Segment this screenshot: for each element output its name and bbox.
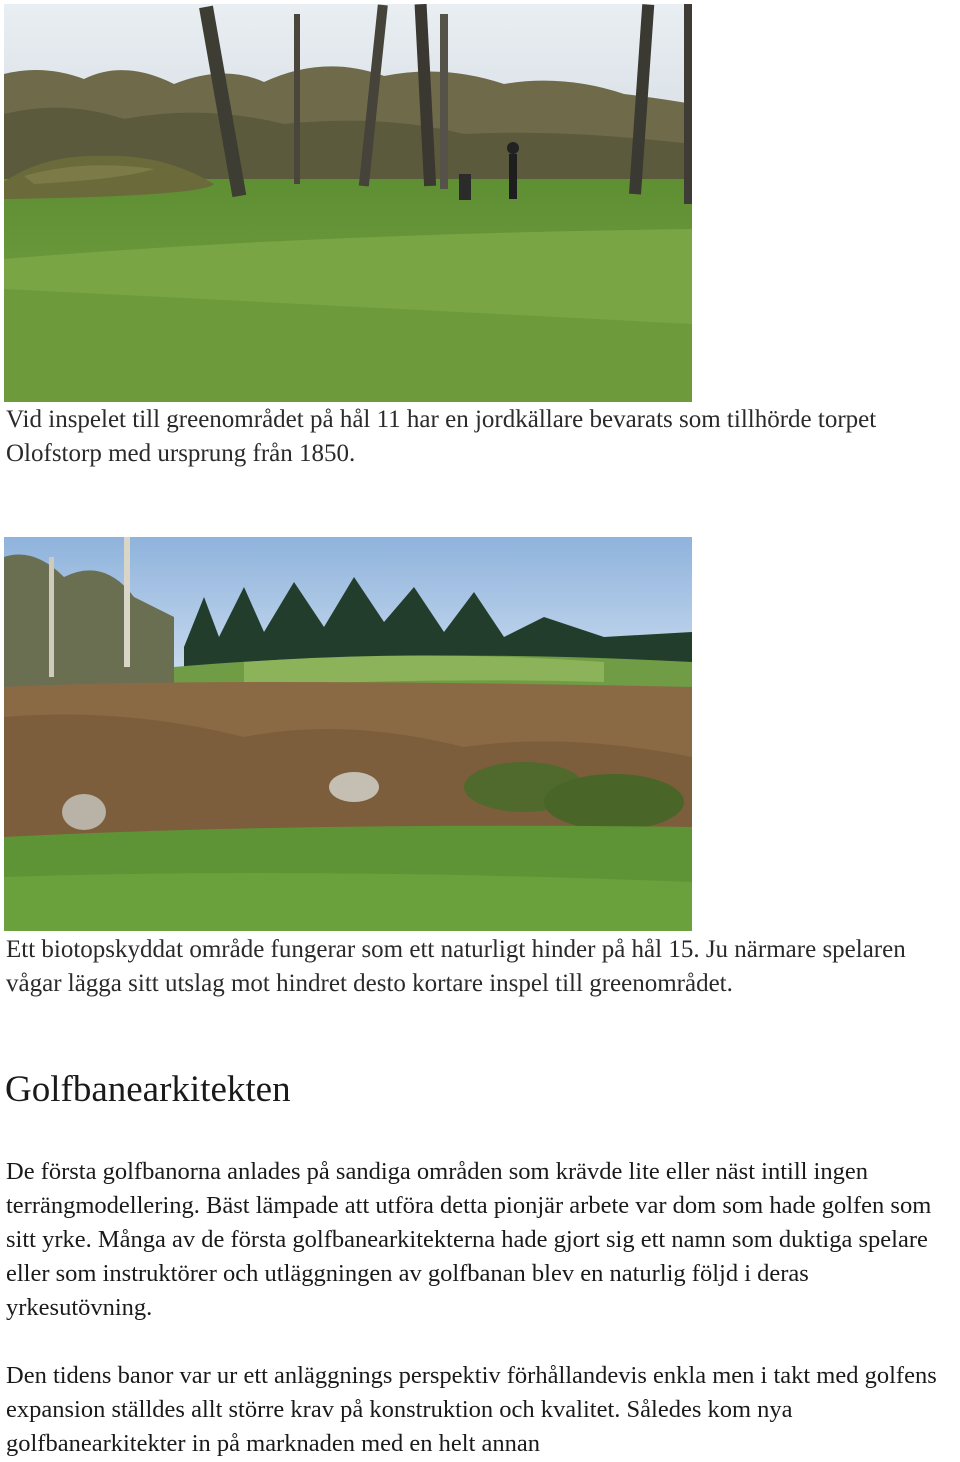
photo-caption-hole-15: Ett biotopskyddat område fungerar som ett naturligt hinder på hål 15. Ju närmare spelaren vågar lägga sitt utslag mot hindret desto kortare inspel till greenområdet. — [6, 936, 906, 997]
section-heading: Golfbanearkitekten — [5, 1069, 291, 1110]
paragraph-1: De första golfbanorna anlades på sandiga områden som krävde lite eller näst intill ingen terrängmodellering. Bäst lämpade att utföra detta pionjär arbete var dom som hade golfen som sitt yrke. Många av de första golfbanearkitekterna hade gjort sig ett namn som duktiga spelare eller som instruktörer och utläggningen av golfbanan blev en naturlig följd i deras yrkesutövning. — [6, 1158, 932, 1321]
photo-biotope-hole-15 — [4, 537, 692, 931]
paragraph-2: Den tidens banor var ur ett anläggnings perspektiv förhållandevis enkla men i takt med golfens expansion ställdes allt större krav på konstruktion och kvalitet. Således kom nya golfbanearkitekter in på marknaden med en helt annan — [6, 1362, 937, 1457]
photo-golf-hole-11 — [4, 4, 692, 402]
photo-caption-hole-11: Vid inspelet till greenområdet på hål 11 har en jordkällare bevarats som tillhörde torpet Olofstorp med ursprung från 1850. — [6, 406, 877, 467]
